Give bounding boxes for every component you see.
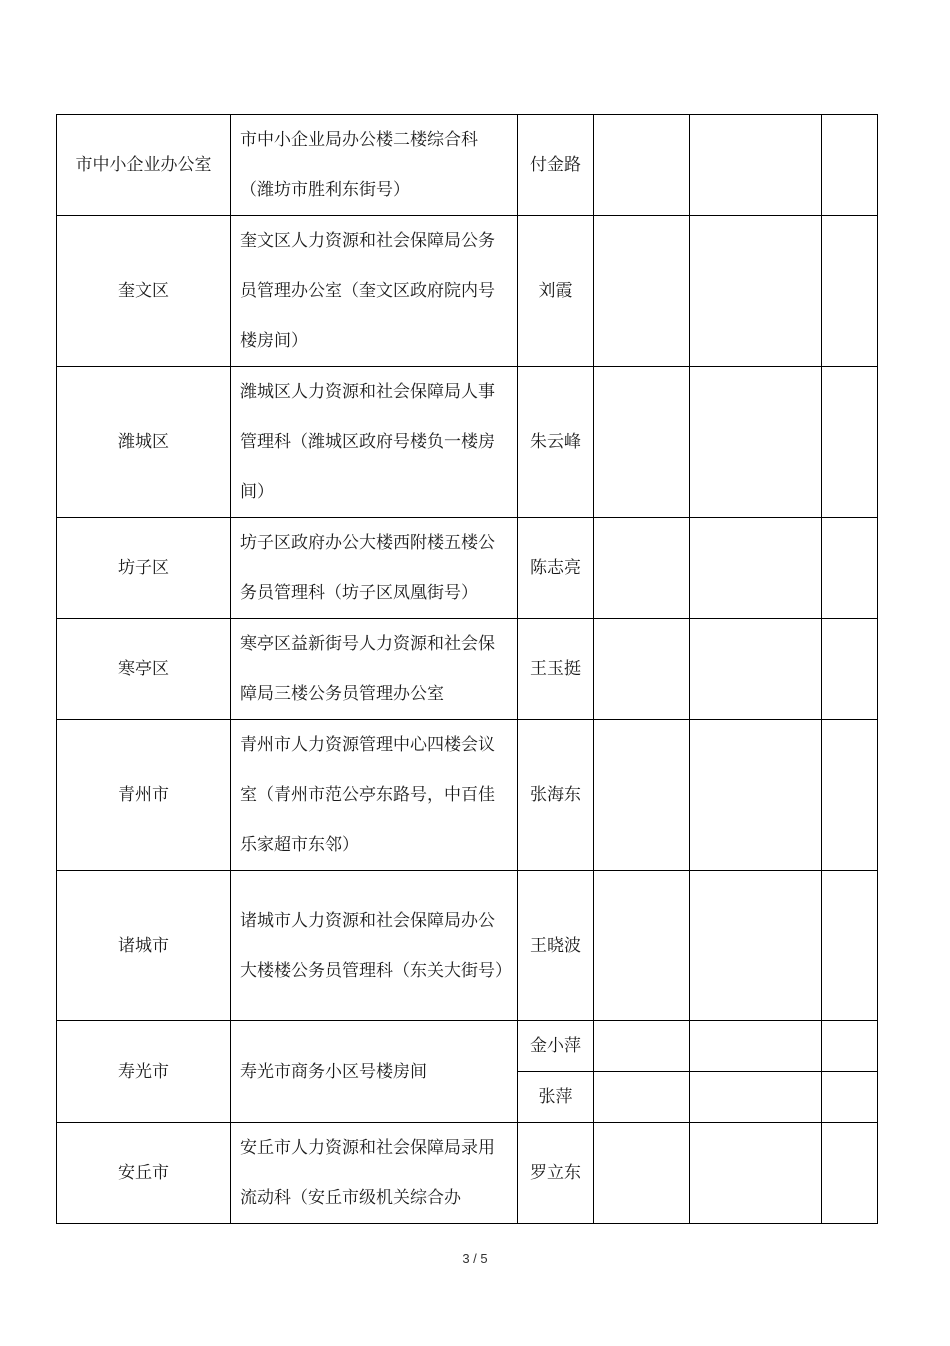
table-row — [57, 619, 878, 720]
table-row — [57, 1123, 878, 1224]
contact-cell: 陈志亮 — [518, 518, 594, 619]
page-number: 3 / 5 — [462, 1251, 488, 1266]
table-row — [57, 871, 878, 1021]
contact-cell: 张海东 — [518, 720, 594, 871]
empty-cell — [690, 216, 822, 367]
empty-cell — [594, 1072, 690, 1123]
address-cell: 坊子区政府办公大楼西附楼五楼公务员管理科（坊子区凤凰街号） — [231, 518, 518, 619]
empty-cell — [690, 1123, 822, 1224]
empty-cell — [822, 720, 878, 871]
empty-cell — [594, 1123, 690, 1224]
empty-cell — [822, 216, 878, 367]
empty-cell — [822, 1021, 878, 1072]
table-row — [57, 216, 878, 367]
table-row — [57, 115, 878, 216]
table-row — [57, 720, 878, 871]
empty-cell — [822, 115, 878, 216]
unit-cell: 安丘市 — [57, 1123, 231, 1224]
address-cell: 寒亭区益新街号人力资源和社会保障局三楼公务员管理办公室 — [231, 619, 518, 720]
empty-cell — [690, 367, 822, 518]
empty-cell — [594, 1021, 690, 1072]
unit-cell: 诸城市 — [57, 871, 231, 1021]
address-cell: 寿光市商务小区号楼房间 — [231, 1021, 518, 1123]
contact-cell: 金小萍 — [518, 1021, 594, 1072]
table-row — [57, 367, 878, 518]
address-cell: 潍城区人力资源和社会保障局人事管理科（潍城区政府号楼负一楼房间） — [231, 367, 518, 518]
unit-cell: 寒亭区 — [57, 619, 231, 720]
unit-cell: 青州市 — [57, 720, 231, 871]
contact-cell: 张萍 — [518, 1072, 594, 1123]
address-cell: 市中小企业局办公楼二楼综合科（潍坊市胜利东街号） — [231, 115, 518, 216]
contact-cell: 付金路 — [518, 115, 594, 216]
table-row — [57, 518, 878, 619]
empty-cell — [594, 518, 690, 619]
unit-cell: 潍城区 — [57, 367, 231, 518]
empty-cell — [690, 619, 822, 720]
unit-cell: 市中小企业办公室 — [57, 115, 231, 216]
empty-cell — [822, 1123, 878, 1224]
empty-cell — [822, 871, 878, 1021]
contact-cell: 刘霞 — [518, 216, 594, 367]
empty-cell — [690, 720, 822, 871]
contact-cell: 王晓波 — [518, 871, 594, 1021]
unit-cell: 奎文区 — [57, 216, 231, 367]
empty-cell — [594, 216, 690, 367]
empty-cell — [594, 367, 690, 518]
empty-cell — [822, 1072, 878, 1123]
unit-cell: 坊子区 — [57, 518, 231, 619]
empty-cell — [594, 619, 690, 720]
address-cell: 奎文区人力资源和社会保障局公务员管理办公室（奎文区政府院内号楼房间） — [231, 216, 518, 367]
empty-cell — [822, 367, 878, 518]
empty-cell — [822, 518, 878, 619]
empty-cell — [690, 871, 822, 1021]
empty-cell — [690, 518, 822, 619]
table-row — [57, 1021, 878, 1072]
empty-cell — [690, 1072, 822, 1123]
empty-cell — [690, 1021, 822, 1072]
address-cell: 青州市人力资源管理中心四楼会议室（青州市范公亭东路号，中百佳乐家超市东邻） — [231, 720, 518, 871]
unit-cell: 寿光市 — [57, 1021, 231, 1123]
empty-cell — [822, 619, 878, 720]
contact-table — [56, 114, 878, 1224]
address-cell: 安丘市人力资源和社会保障局录用流动科（安丘市级机关综合办 — [231, 1123, 518, 1224]
contact-cell: 罗立东 — [518, 1123, 594, 1224]
empty-cell — [690, 115, 822, 216]
empty-cell — [594, 115, 690, 216]
contact-cell: 朱云峰 — [518, 367, 594, 518]
empty-cell — [594, 871, 690, 1021]
empty-cell — [594, 720, 690, 871]
address-cell: 诸城市人力资源和社会保障局办公大楼楼公务员管理科（东关大街号） — [231, 871, 518, 1021]
contact-cell: 王玉挺 — [518, 619, 594, 720]
